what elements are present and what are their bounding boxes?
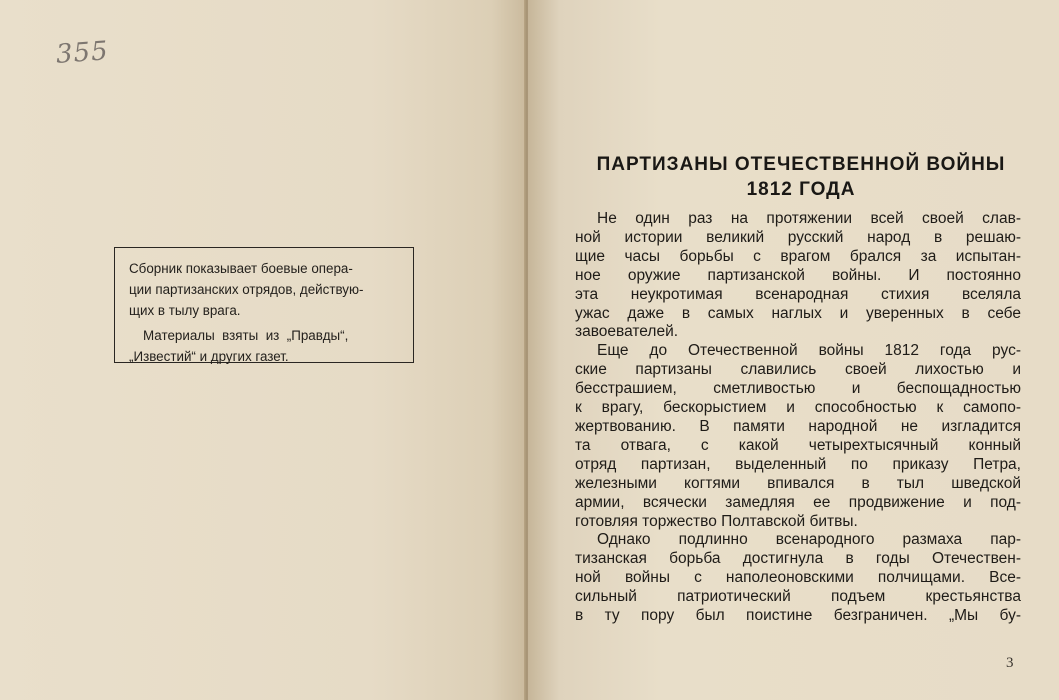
- annotation-box: [114, 247, 414, 363]
- text-line: Не один раз на протяжении всей своей слав-: [597, 210, 1021, 227]
- text-line: тизанская борьба достигнула в годы Отечествен-: [575, 550, 1021, 568]
- text-line: бесстрашием, сметливостью и беспощадностью: [575, 380, 1021, 398]
- text-line: армии, всячески замедляя ее продвижение и под-: [575, 493, 1021, 511]
- text-line: отряд партизан, выделенный по приказу Петра,: [575, 455, 1021, 473]
- text-line: к врагу, бескорыстием и способностью к самопо-: [575, 399, 1021, 417]
- annotation-line: „Известий“ и других газет.: [129, 349, 289, 364]
- annotation-line: ции партизанских отрядов, действую-: [129, 282, 364, 297]
- text-line: жертвованию. В памяти народной не изгладится: [575, 417, 1021, 435]
- text-line: ужас даже в самых наглых и уверенных в себе: [575, 304, 1021, 322]
- text-line: Еще до Отечественной войны 1812 года рус-: [597, 342, 1021, 360]
- text-line: эта неукротимая всенародная стихия вселяла: [575, 285, 1021, 303]
- text-line: завоевателей.: [575, 323, 679, 341]
- chapter-title-line: ПАРТИЗАНЫ ОТЕЧЕСТВЕННОЙ ВОЙНЫ: [596, 154, 1006, 175]
- text-line: Однако подлинно всенародного размаха пар-: [597, 531, 1021, 549]
- text-line: щие часы борьбы с врагом брался за испытан-: [575, 247, 1021, 265]
- text-line: та отвага, с какой четырехтысячный конный: [575, 436, 1021, 454]
- annotation-line: щих в тылу врага.: [129, 303, 241, 318]
- annotation-line: Материалы взяты из „Правды“,: [143, 328, 349, 343]
- text-line: ной истории великий русский народ в решаю-: [575, 228, 1021, 246]
- chapter-title-line: 1812 ГОДА: [746, 179, 856, 200]
- annotation-line: Сборник показывает боевые опера-: [129, 261, 353, 276]
- chapter-title: [560, 152, 1042, 202]
- left-page: [0, 0, 528, 700]
- page-number: 3: [1006, 655, 1014, 671]
- body-text: [575, 210, 1021, 626]
- text-line: в ту пору был поистине безграничен. „Мы бу-: [575, 607, 1021, 625]
- text-line: сильный патриотический подъем крестьянства: [575, 588, 1021, 606]
- text-line: ной войны с наполеоновскими полчищами. Все-: [575, 569, 1021, 587]
- text-line: железными когтями впивался в тыл шведской: [575, 474, 1021, 492]
- text-line: готовляя торжество Полтавской битвы.: [575, 512, 858, 530]
- handwritten-number: 355: [55, 36, 110, 70]
- text-line: ное оружие партизанской войны. И постоянно: [575, 266, 1021, 284]
- text-line: ские партизаны славились своей лихостью и: [575, 361, 1021, 379]
